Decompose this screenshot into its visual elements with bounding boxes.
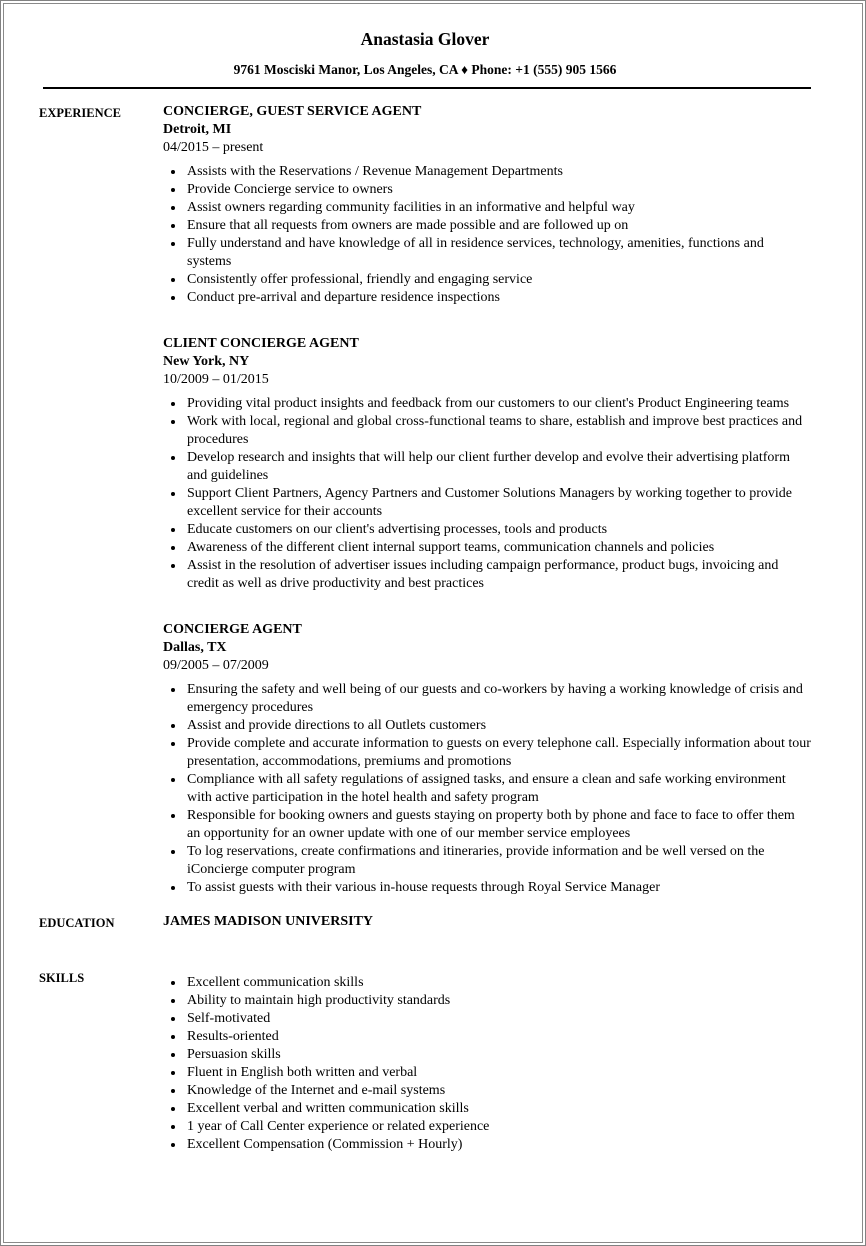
- job-dates: 09/2005 – 07/2009: [163, 658, 269, 673]
- skill-item: • Knowledge of the Internet and e-mail systems: [185, 1082, 811, 1100]
- skill-item: • Excellent verbal and written communication skills: [185, 1100, 811, 1118]
- skills-content: [163, 968, 811, 1154]
- job-bullet: • Assist owners regarding community facilities in an informative and helpful way: [185, 199, 811, 217]
- job-bullet: • Fully understand and have knowledge of all in residence services, technology, amenities, functions and systems: [185, 235, 811, 271]
- skill-item: • Excellent communication skills: [185, 974, 811, 992]
- job-dates: 04/2015 – present: [163, 140, 264, 155]
- job-bullet: • To log reservations, create confirmations and itineraries, provide information and be well versed on the iConcierge computer program: [185, 843, 811, 879]
- job-location: New York, NY: [163, 354, 250, 369]
- skills-label: SKILLS: [39, 971, 85, 985]
- job-bullet: • Develop research and insights that will help our client further develop and evolve their advertising platform and guidelines: [185, 449, 811, 485]
- skill-item: • 1 year of Call Center experience or related experience: [185, 1118, 811, 1136]
- skill-item: • Results-oriented: [185, 1028, 811, 1046]
- skill-item: • Fluent in English both written and verbal: [185, 1064, 811, 1082]
- job-bullets: [163, 681, 811, 897]
- job-dates: 10/2009 – 01/2015: [163, 372, 269, 387]
- job-bullet: • Awareness of the different client internal support teams, communication channels and policies: [185, 539, 811, 557]
- job-entry: [163, 103, 811, 307]
- skills-list: [163, 974, 811, 1154]
- resume-header: [39, 29, 811, 89]
- job-bullet: • Assists with the Reservations / Revenue Management Departments: [185, 163, 811, 181]
- job-bullet: • Assist and provide directions to all Outlets customers: [185, 717, 811, 735]
- job-bullet: • Provide Concierge service to owners: [185, 181, 811, 199]
- job-bullets: [163, 163, 811, 307]
- job-bullet: • To assist guests with their various in-house requests through Royal Service Manager: [185, 879, 811, 897]
- education-school: JAMES MADISON UNIVERSITY: [163, 914, 374, 929]
- job-location: Dallas, TX: [163, 640, 227, 655]
- job-bullet: • Providing vital product insights and feedback from our customers to our client's Product Engineering teams: [185, 395, 811, 413]
- skill-item: • Persuasion skills: [185, 1046, 811, 1064]
- experience-label: EXPERIENCE: [39, 106, 121, 120]
- education-content: [163, 913, 811, 931]
- resume-content: [1, 1, 865, 1154]
- education-label: EDUCATION: [39, 916, 115, 930]
- job-title: CONCIERGE, GUEST SERVICE AGENT: [163, 104, 422, 119]
- experience-section: [39, 103, 811, 897]
- job-bullet: • Assist in the resolution of advertiser issues including campaign performance, product bugs, invoicing and credit as well as drive productivity and best practices: [185, 557, 811, 593]
- experience-jobs: [163, 103, 811, 897]
- job-bullet: • Provide complete and accurate information to guests on every telephone call. Especially information about tour presentation, accommodations, premiums and promotions: [185, 735, 811, 771]
- job-bullets: [163, 395, 811, 593]
- header-divider: [43, 87, 811, 89]
- job-title: CONCIERGE AGENT: [163, 622, 302, 637]
- job-title: CLIENT CONCIERGE AGENT: [163, 336, 359, 351]
- job-bullet: • Educate customers on our client's advertising processes, tools and products: [185, 521, 811, 539]
- job-bullet: • Compliance with all safety regulations of assigned tasks, and ensure a clean and safe working environment with active participation in the hotel health and safety program: [185, 771, 811, 807]
- job-bullet: • Responsible for booking owners and guests staying on property both by phone and face to face to offer them an opportunity for an owner update with one of our member service employees: [185, 807, 811, 843]
- job-bullet: • Support Client Partners, Agency Partners and Customer Solutions Managers by working together to provide excellent service for their accounts: [185, 485, 811, 521]
- job-bullet: • Conduct pre-arrival and departure residence inspections: [185, 289, 811, 307]
- job-entry: [163, 621, 811, 897]
- education-section: [39, 913, 811, 932]
- job-bullet: • Ensuring the safety and well being of our guests and co-workers by having a working knowledge of crisis and emergency procedures: [185, 681, 811, 717]
- job-bullet: • Ensure that all requests from owners are made possible and are followed up on: [185, 217, 811, 235]
- skills-section: [39, 968, 811, 1154]
- job-entry: [163, 335, 811, 593]
- job-location: Detroit, MI: [163, 122, 232, 137]
- job-bullet: • Work with local, regional and global cross-functional teams to share, establish and improve best practices and procedures: [185, 413, 811, 449]
- job-bullet: • Consistently offer professional, friendly and engaging service: [185, 271, 811, 289]
- skill-item: • Ability to maintain high productivity standards: [185, 992, 811, 1010]
- contact-line: 9761 Mosciski Manor, Los Angeles, CA ♦ Phone: +1 (555) 905 1566: [233, 62, 617, 77]
- skill-item: • Excellent Compensation (Commission + Hourly): [185, 1136, 811, 1154]
- skill-item: • Self-motivated: [185, 1010, 811, 1028]
- candidate-name: Anastasia Glover: [360, 29, 490, 49]
